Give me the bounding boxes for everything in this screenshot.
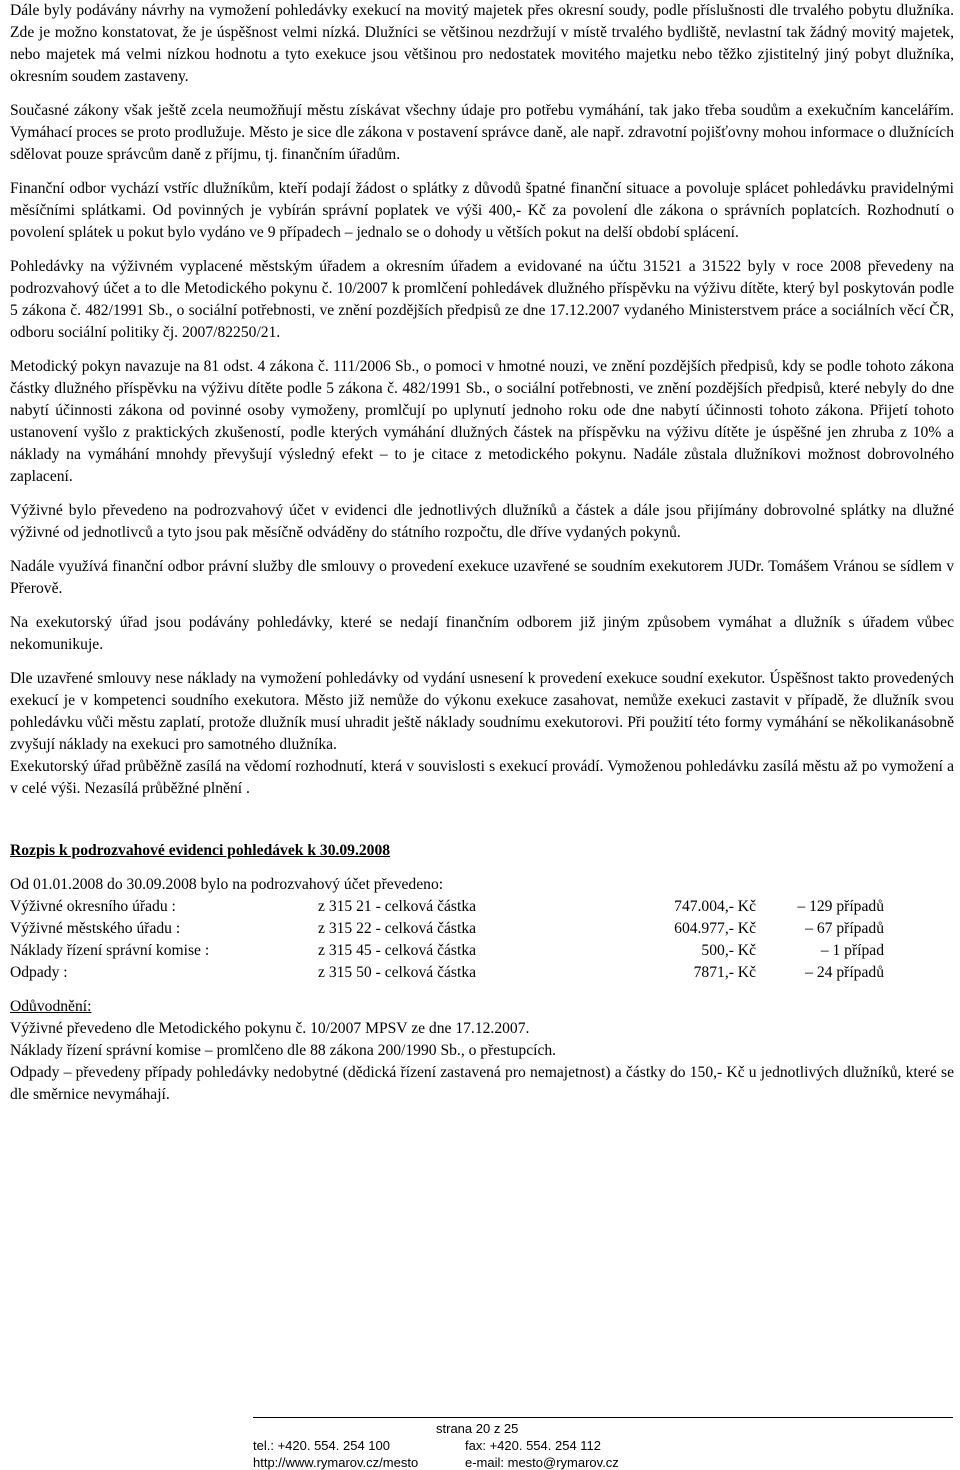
table-row: [10, 896, 884, 918]
paragraph-costs: Dle uzavřené smlouvy nese náklady na vymožení pohledávky od vydání usnesení k provedení exekuce soudní exekutor. Úspěšnost takto provedených exekucí je v kompetenci soudního exekutora. Město již nemůže do výkonu exekuce zasahovat, nemůže exekuci zastavit v případě, že dlužník svou pohledávku vůči městu zaplatí, protože dlužník musí uhradit ještě náklady soudnímu exekutorovi. Při použití této formy vymáhání se několikanásobně zvyšují náklady na exekuci pro samotného dlužníka.: [10, 670, 954, 753]
row-amount: 7871,- Kč: [693, 964, 756, 981]
section-intro: Od 01.01.2008 do 30.09.2008 bylo na podrozvahový účet převedeno:: [10, 876, 444, 893]
table-row: [10, 962, 884, 984]
row-account: z 315 50 - celková částka: [318, 964, 477, 981]
row-count: – 1 případ: [820, 942, 884, 959]
row-amount: 500,- Kč: [701, 942, 756, 959]
row-count: – 24 případů: [805, 964, 884, 981]
footer-phone: tel.: +420. 554. 254 100: [253, 1438, 390, 1453]
paragraph-alimony-transfer: Pohledávky na výživném vyplacené městským úřadem a okresním úřadem a evidované na účtu 31521 a 31522 byly v roce 2008 převedeny na podrozvahový účet a to dle Metodického pokynu č. 10/2007 k promlčení pohledávek dlužného příspěvku na výživu dítěte, který byl poskytován podle 5 zákona č. 482/1991 Sb., o sociální potřebnosti, ve znění pozdějších předpisů ze dne 17.12.2007 vydaného Ministerstvem práce a sociálních věcí ČR, odboru sociální politiky čj. 2007/82250/21.: [10, 258, 954, 341]
row-count: – 67 případů: [805, 920, 884, 937]
row-name: Výživné městského úřadu :: [10, 920, 181, 937]
row-name: Náklady řízení správní komise :: [10, 942, 210, 959]
row-amount: 747.004,- Kč: [674, 898, 756, 915]
table-row: [10, 918, 884, 940]
paragraph-executor-office: Na exekutorský úřad jsou podávány pohledávky, které se nedají finančním odborem již jiným způsobem vymáhat a dlužník s úřadem vůbec nekomunikuje.: [10, 614, 954, 653]
footer-divider: [253, 1417, 953, 1418]
paragraph-methodical-guideline: Metodický pokyn navazuje na 81 odst. 4 zákona č. 111/2006 Sb., o pomoci v hmotné nouzi, ve znění pozdějších předpisů, kdy se podle tohoto zákona částky dlužného příspěvku na výživu dítěte podle 5 zákona č. 482/1991 Sb., o sociální potřebnosti, ve znění pozdějších předpisů, které nebyly do dne nabytí účinnosti zákona od povinné osoby vymoženy, promlčují po uplynutí jednoho roku ode dne nabytí účinnosti tohoto zákona. Přijetí tohoto ustanovení vyšlo z praktických zkušeností, podle kterých vymáhání dlužných částek na příspěvku na výživu dítěte je úspěšné jen zhruba z 10% a náklady na vymáhání mnohdy převyšují výsledný efekt – to je citace z metodického pokynu. Nadále zůstala dlužníkovi možnost dobrovolného zaplacení.: [10, 358, 954, 485]
justification-commission: Náklady řízení správní komise – promlčeno dle 88 zákona 200/1990 Sb., o přestupcích.: [10, 1042, 557, 1059]
footer-email-link[interactable]: e-mail: mesto@rymarov.cz: [465, 1455, 619, 1470]
row-count: – 129 případů: [797, 898, 884, 915]
justification-alimony: Výživné převedeno dle Metodického pokynu č. 10/2007 MPSV ze dne 17.12.2007.: [10, 1020, 530, 1037]
footer-website-link[interactable]: http://www.rymarov.cz/mesto: [253, 1455, 419, 1470]
row-amount: 604.977,- Kč: [674, 920, 756, 937]
paragraph-legal-services: Nadále využívá finanční odbor právní služby dle smlouvy o provedení exekuce uzavřené se soudním exekutorem JUDr. Tomášem Vránou se sídlem v Přerově.: [10, 558, 954, 597]
justification-waste: Odpady – převedeny případy pohledávky nedobytné (dědická řízení zastavená pro nemajetnost) a částky do 150,- Kč u jednotlivých dlužníků, které se dle směrnice nevymáhají.: [10, 1064, 954, 1103]
row-account: z 315 21 - celková částka: [318, 898, 477, 915]
section-heading: Rozpis k podrozvahové evidenci pohledávek k 30.09.2008: [10, 842, 391, 859]
row-name: Výživné okresního úřadu :: [10, 898, 176, 915]
paragraph-laws-data-access: Současné zákony však ještě zcela neumožňují městu získávat všechny údaje pro potřebu vymáhání, tak jako třeba soudům a exekučním kancelářím. Vymáhací proces se proto prodlužuje. Město je sice dle zákona v postavení správce daně, ale např. zdravotní pojišťovny mohou informace o dlužnících sdělovat pouze správcům daně z příjmu, tj. finančním úřadům.: [10, 102, 954, 163]
row-name: Odpady :: [10, 964, 68, 981]
page-number: strana 20 z 25: [436, 1421, 519, 1436]
row-account: z 315 22 - celková částka: [318, 920, 477, 937]
paragraph-executor-decisions: Exekutorský úřad průběžně zasílá na vědomí rozhodnutí, která v souvislosti s exekucí provádí. Vymoženou pohledávku zasílá městu až po vymožení a v celé výši. Nezasílá průběžné plnění .: [10, 758, 954, 797]
paragraph-execution-movables: Dále byly podávány návrhy na vymožení pohledávky exekucí na movitý majetek přes okresní soudy, podle příslušnosti dle trvalého pobytu dlužníka. Zde je možno konstatovat, že je úspěšnost velmi nízká. Dlužníci se většinou nezdržují v místě trvalého bydliště, nevlastní tak žádný movitý majetek, nebo majetek má velmi nízkou hodnotu a tyto exekuce jsou většinou pro nedostatek movitého majetku nebo těžko zjistitelný jiný pobyt dlužníka, okresním soudem zastaveny.: [10, 2, 954, 85]
paragraph-installments: Finanční odbor vychází vstříc dlužníkům, kteří podají žádost o splátky z důvodů špatné finanční situace a povoluje splácet pohledávku pravidelnými měsíčními splátkami. Od povinných je vybírán správní poplatek ve výši 400,- Kč za povolení dle zákona o správních poplatcích. Rozhodnutí o povolení splátek u pokut bylo vydáno ve 9 případech – jednalo se o dohody u větších pokut na delší období splácení.: [10, 180, 954, 241]
row-account: z 315 45 - celková částka: [318, 942, 477, 959]
document-page: [10, 0, 954, 1106]
table-row: [10, 940, 884, 962]
justification-title: Odůvodnění:: [10, 998, 92, 1015]
footer-fax: fax: +420. 554. 254 112: [465, 1438, 602, 1453]
paragraph-alimony-evidence: Výživné bylo převedeno na podrozvahový účet v evidenci dle jednotlivých dlužníků a částek a dále jsou přijímány dobrovolné splátky na dlužné výživné od jednotlivců a tyto jsou pak měsíčně odváděny do státního rozpočtu, dle dříve vydaných pokynů.: [10, 502, 954, 541]
transfer-table: [10, 896, 884, 984]
